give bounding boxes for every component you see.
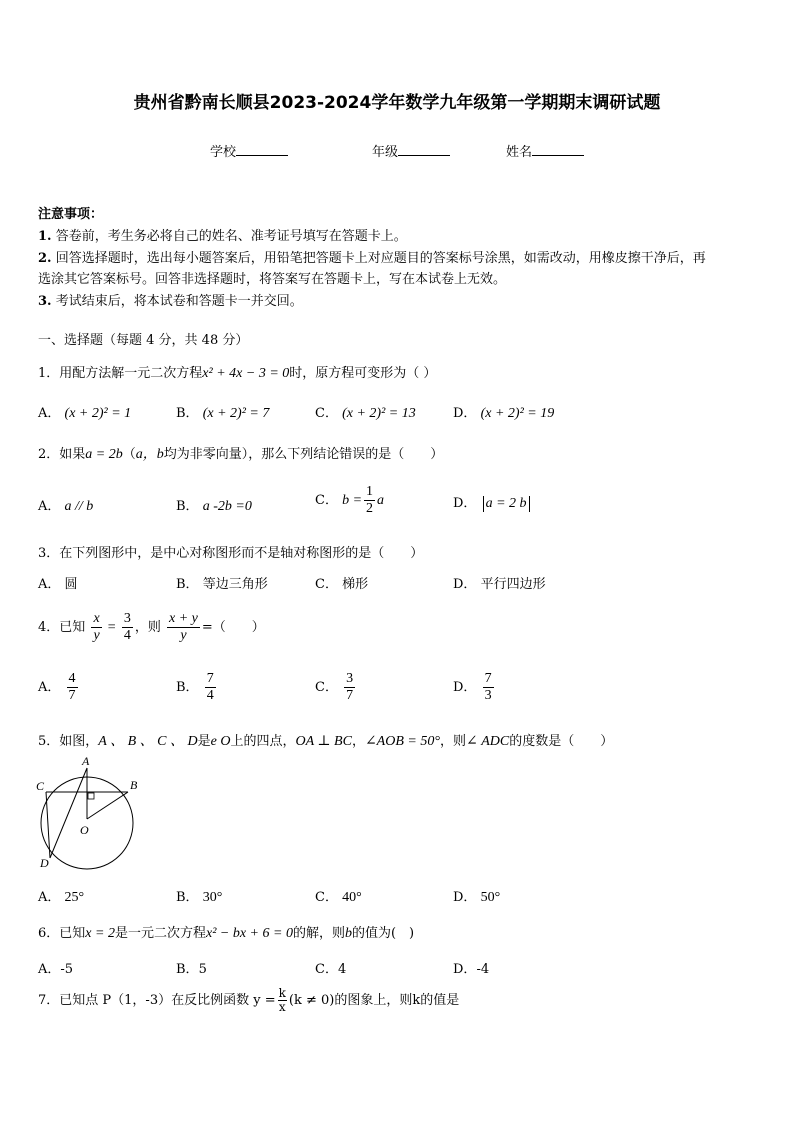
notice-heading: 注意事项： bbox=[38, 207, 104, 222]
q6-option-d[interactable]: D．-4 bbox=[453, 962, 490, 977]
segment-ad bbox=[50, 768, 87, 858]
school-field[interactable] bbox=[210, 141, 288, 160]
name-blank[interactable] bbox=[532, 143, 584, 156]
label-a: A bbox=[82, 754, 90, 768]
q6-option-c[interactable]: C．4 bbox=[315, 962, 347, 977]
question-4: 4．已知 $\frac{x}{y}$ = $\frac{3}{4}$ ，则 $\frac{x + y}{y}$ =（ ） bbox=[38, 611, 265, 643]
question-3: 3．在下列图形中，是中心对称图形而不是轴对称图形的是（ ） bbox=[38, 546, 424, 561]
name-field[interactable] bbox=[506, 141, 584, 160]
q2-option-c[interactable]: C． b = $\frac{1}{2}$ a bbox=[315, 484, 385, 516]
circle-figure bbox=[30, 754, 145, 872]
q6-option-b[interactable]: B．5 bbox=[176, 962, 207, 977]
notice-item: 3. 考试结束后，将本试卷和答题卡一并交回。 bbox=[38, 294, 303, 309]
question-6: 6．已知x = 2是一元二次方程x² − bx + 6 = 0的解，则b的值为( ) bbox=[38, 926, 415, 941]
segment-ob bbox=[87, 792, 128, 819]
q2-option-d[interactable]: D． a = 2 b bbox=[453, 492, 532, 512]
notice-item: 1. 答卷前，考生务必将自己的姓名、准考证号填写在答题卡上。 bbox=[38, 229, 407, 244]
q4-option-a[interactable]: A． $\frac{4}{7}$ bbox=[38, 671, 76, 703]
page-title: 贵州省黔南长顺县2023-2024学年数学九年级第一学期期末调研试题 bbox=[133, 93, 661, 113]
grade-blank[interactable] bbox=[398, 143, 450, 156]
q3-option-a[interactable]: A． 圆 bbox=[38, 577, 78, 592]
question-7: 7．已知点 P（1，-3）在反比例函数 y = $\frac{k}{x}$ (k ≠ 0)的图象上，则k的值是 bbox=[38, 986, 460, 1014]
q6-option-a[interactable]: A．-5 bbox=[38, 962, 74, 977]
q4-option-d[interactable]: D． $\frac{7}{3}$ bbox=[453, 671, 492, 703]
q4-option-b[interactable]: B． $\frac{7}{4}$ bbox=[176, 671, 214, 703]
grade-label: 年级 bbox=[372, 145, 399, 160]
right-angle-mark bbox=[88, 793, 94, 799]
q3-option-d[interactable]: D． 平行四边形 bbox=[453, 577, 546, 592]
school-blank[interactable] bbox=[236, 143, 288, 156]
q1-option-d[interactable]: D． (x + 2)² = 19 bbox=[453, 406, 555, 421]
q1-option-c[interactable]: C． (x + 2)² = 13 bbox=[315, 406, 416, 421]
question-2: 2．如果a = 2b（a，b均为非零向量），那么下列结论错误的是（ ） bbox=[38, 447, 444, 462]
q5-option-b[interactable]: B． 30° bbox=[176, 890, 223, 905]
q3-option-b[interactable]: B． 等边三角形 bbox=[176, 577, 268, 592]
label-d: D bbox=[40, 856, 49, 870]
q5-option-d[interactable]: D． 50° bbox=[453, 890, 501, 905]
notice-item: 2. 回答选择题时，选出每小题答案后，用铅笔把答题卡上对应题目的答案标号涂黑，如需改动，用橡皮擦干净后，再 bbox=[38, 251, 706, 266]
school-label: 学校 bbox=[210, 145, 237, 160]
q5-option-c[interactable]: C． 40° bbox=[315, 890, 362, 905]
grade-field[interactable] bbox=[372, 141, 450, 160]
section-heading: 一、选择题（每题 4 分，共 48 分） bbox=[38, 333, 249, 348]
q1-option-a[interactable]: A． (x + 2)² = 1 bbox=[38, 406, 132, 421]
label-b: B bbox=[130, 778, 138, 792]
name-label: 姓名 bbox=[506, 145, 533, 160]
q1-option-b[interactable]: B． (x + 2)² = 7 bbox=[176, 406, 270, 421]
q3-option-c[interactable]: C． 梯形 bbox=[315, 577, 369, 592]
label-o: O bbox=[80, 823, 89, 837]
q4-option-c[interactable]: C． $\frac{3}{7}$ bbox=[315, 671, 354, 703]
label-c: C bbox=[36, 779, 45, 793]
q5-option-a[interactable]: A． 25° bbox=[38, 890, 85, 905]
notice-item: 选涂其它答案标号。回答非选择题时，将答案写在答题卡上，写在本试卷上无效。 bbox=[38, 272, 507, 287]
question-1: 1．用配方法解一元二次方程x² + 4x − 3 = 0时，原方程可变形为（ ） bbox=[38, 366, 437, 381]
q2-option-b[interactable]: B． a -2b =0 bbox=[176, 499, 252, 514]
q2-option-a[interactable]: A． a // b bbox=[38, 499, 94, 514]
question-5: 5．如图，A 、 B 、 C 、 D是e O上的四点，OA ⊥ BC，∠AOB = 50°，则∠ ADC的度数是（ ） bbox=[38, 734, 614, 749]
